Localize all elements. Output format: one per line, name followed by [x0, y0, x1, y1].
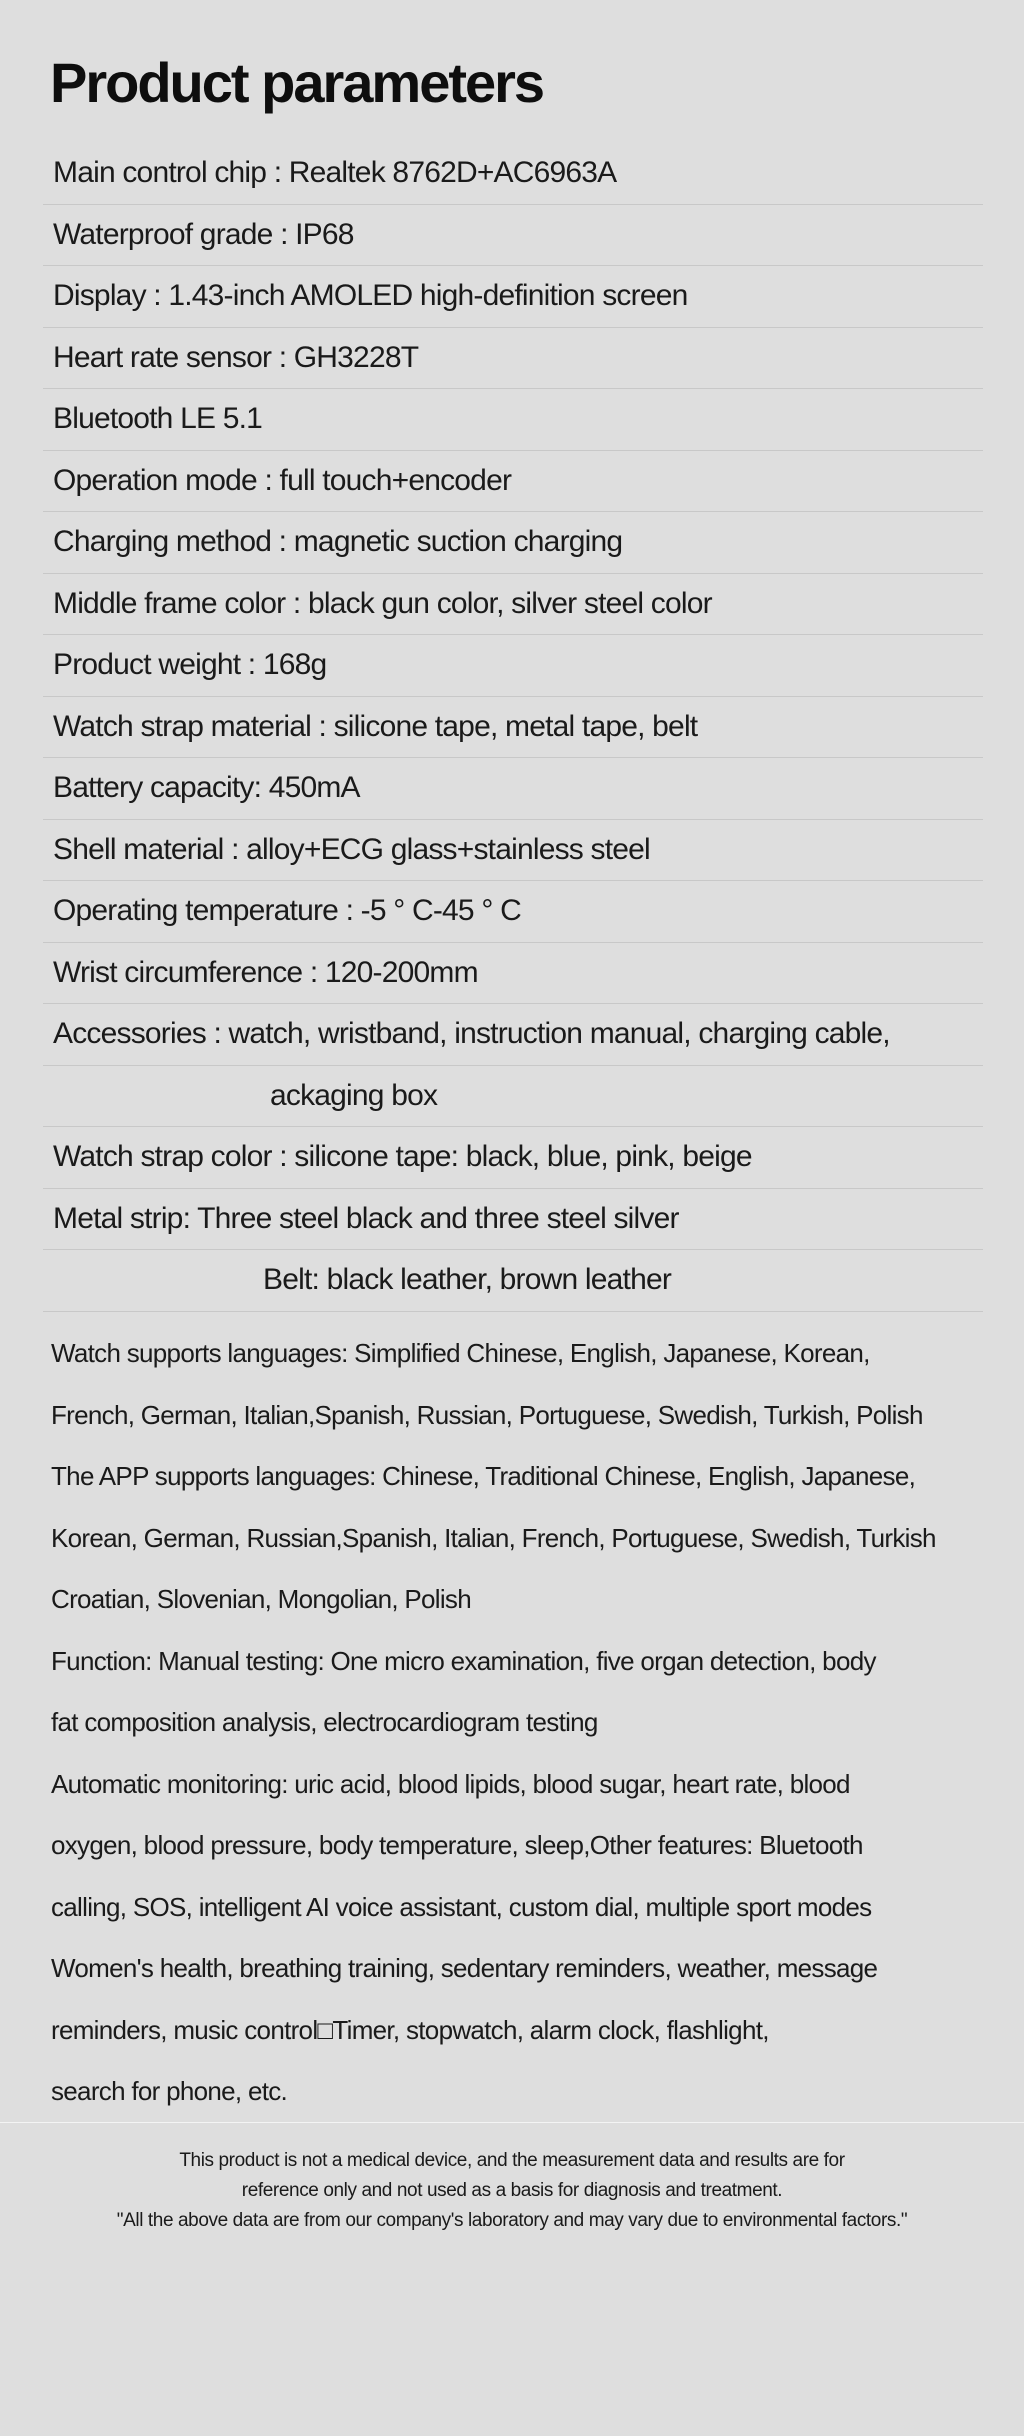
parameters-table [43, 143, 983, 1312]
param-belt: Belt: black leather, brown leather [43, 1250, 983, 1312]
param-battery-capacity: Battery capacity: 450mA [43, 758, 983, 820]
param-accessories: Accessories : watch, wristband, instruction manual, charging cable, [43, 1004, 983, 1066]
detail-line: French, German, Italian,Spanish, Russian, Portuguese, Swedish, Turkish, Polish [51, 1399, 923, 1430]
detail-line: Watch supports languages: Simplified Chinese, English, Japanese, Korean, [51, 1338, 870, 1369]
detail-line: fat composition analysis, electrocardiogram testing [51, 1707, 598, 1738]
detail-line: Function: Manual testing: One micro examination, five organ detection, body [51, 1645, 876, 1676]
detail-line: calling, SOS, intelligent AI voice assistant, custom dial, multiple sport modes [51, 1891, 872, 1922]
detail-line: Women's health, breathing training, sedentary reminders, weather, message [51, 1953, 878, 1984]
detail-line: Automatic monitoring: uric acid, blood lipids, blood sugar, heart rate, blood [51, 1768, 850, 1799]
param-product-weight: Product weight : 168g [43, 635, 983, 697]
param-waterproof-grade: Waterproof grade : IP68 [43, 205, 983, 267]
param-bluetooth: Bluetooth LE 5.1 [43, 389, 983, 451]
param-wrist-circumference: Wrist circumference : 120-200mm [43, 943, 983, 1005]
param-watch-strap-color: Watch strap color : silicone tape: black, blue, pink, beige [43, 1127, 983, 1189]
detail-line: The APP supports languages: Chinese, Traditional Chinese, English, Japanese, [51, 1461, 916, 1492]
disclaimer [0, 2146, 1024, 2236]
param-charging-method: Charging method : magnetic suction charging [43, 512, 983, 574]
param-watch-strap-material: Watch strap material : silicone tape, metal tape, belt [43, 697, 983, 759]
disclaimer-line: "All the above data are from our company's laboratory and may vary due to environmental factors." [116, 2210, 908, 2231]
param-operating-temperature: Operating temperature : -5 ° C-45 ° C [43, 881, 983, 943]
param-heart-rate-sensor: Heart rate sensor : GH3228T [43, 328, 983, 390]
footer-divider [0, 2122, 1024, 2123]
disclaimer-line: reference only and not used as a basis for diagnosis and treatment. [241, 2180, 783, 2201]
param-main-control-chip: Main control chip : Realtek 8762D+AC6963A [43, 143, 983, 205]
detail-line: reminders, music control□Timer, stopwatch, alarm clock, flashlight, [51, 2014, 769, 2045]
disclaimer-line: This product is not a medical device, and the measurement data and results are for [179, 2150, 845, 2171]
param-operation-mode: Operation mode : full touch+encoder [43, 451, 983, 513]
detail-line: oxygen, blood pressure, body temperature, sleep,Other features: Bluetooth [51, 1830, 863, 1861]
detail-line: search for phone, etc. [51, 2076, 288, 2107]
param-display: Display : 1.43-inch AMOLED high-definition screen [43, 266, 983, 328]
detail-line: Korean, German, Russian,Spanish, Italian, French, Portuguese, Swedish, Turkish [51, 1522, 936, 1553]
param-shell-material: Shell material : alloy+ECG glass+stainless steel [43, 820, 983, 882]
detail-line: Croatian, Slovenian, Mongolian, Polish [51, 1584, 471, 1615]
feature-details [51, 1323, 971, 2123]
param-accessories-continued: ackaging box [43, 1066, 983, 1128]
param-middle-frame-color: Middle frame color : black gun color, silver steel color [43, 574, 983, 636]
param-metal-strip: Metal strip: Three steel black and three steel silver [43, 1189, 983, 1251]
page-title: Product parameters [50, 51, 544, 114]
